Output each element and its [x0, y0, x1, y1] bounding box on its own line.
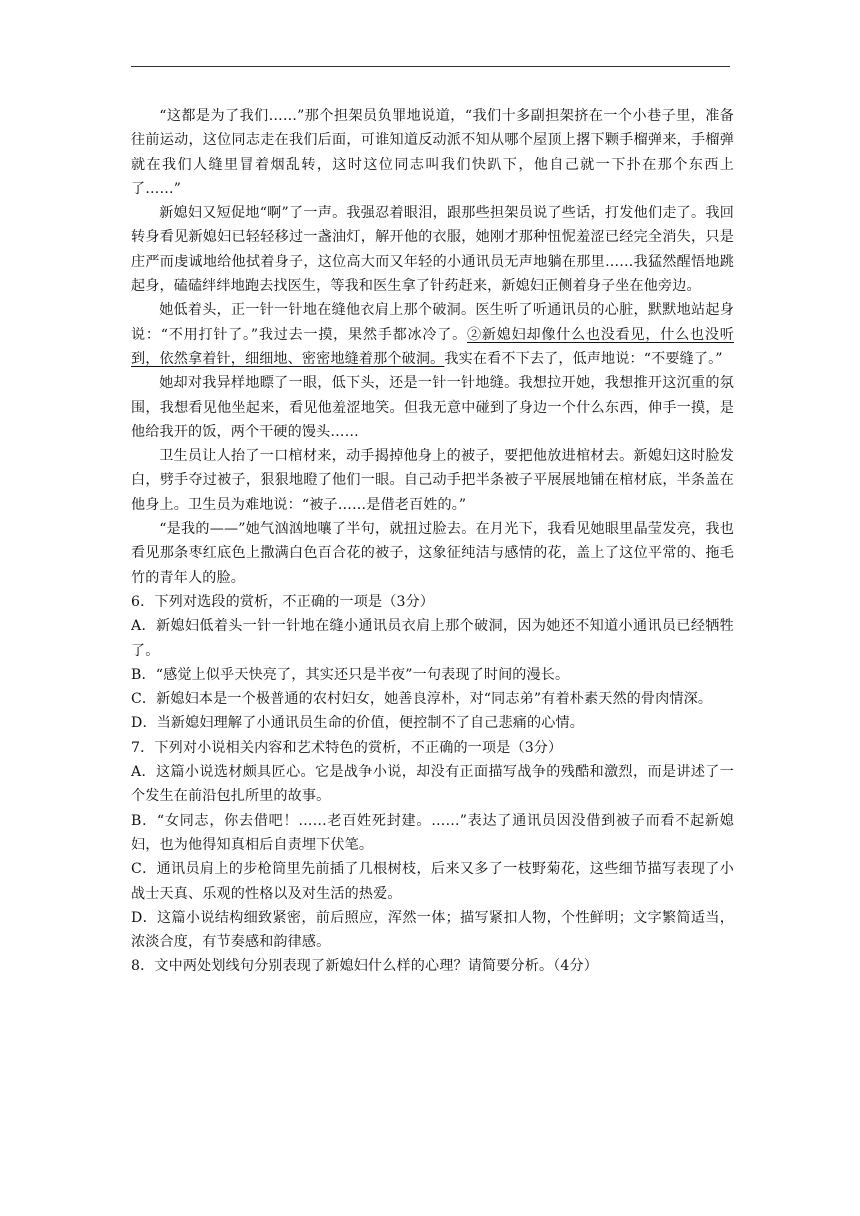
answer-option: C．通讯员肩上的步枪筒里先前插了几根树枝，后来又多了一枝野菊花，这些细节描写表现了小战士天真、乐观的性格以及对生活的热爱。	[131, 861, 734, 902]
answer-option: B．“女同志，你去借吧！……老百姓死封建。……”表达了通讯员因没借到被子而看不起新媳妇，也为他得知真相后自责埋下伏笔。	[131, 812, 734, 853]
answer-option: D．这篇小说结构细致紧密，前后照应，浑然一体；描写紧扣人物，个性鲜明；文字繁简适当，浓淡合度，有节奏感和韵律感。	[131, 909, 734, 951]
question-stem: 7．下列对小说相关内容和艺术特色的赏析，不正确的一项是（3分）	[131, 739, 563, 756]
passage-paragraph: 卫生员让人抬了一口棺材来，动手揭掉他身上的被子，要把他放进棺材去。新媳妇这时脸发白，劈手夺过被子，狠狠地瞪了他们一眼。自己动手把半条被子平展展地铺在棺材底，半条盖在他身上。卫生员为难地说：“被子……是借老百姓的。”	[131, 448, 734, 513]
passage-paragraph: “这都是为了我们……”那个担架员负罪地说道，“我们十多副担架挤在一个小巷子里，准备往前运动，这位同志走在我们后面，可谁知道反动派不知从哪个屋顶上撂下颗手榴弹来，手榴弹就在我们人缝里冒着烟乱转，这时这位同志叫我们快趴下，他自己就一下扑在那个东西上了……”	[131, 108, 734, 197]
question-stem: 6．下列对选段的赏析，不正确的一项是（3分）	[131, 593, 435, 610]
passage-paragraph: 她却对我异样地瞟了一眼，低下头，还是一针一针地缝。我想拉开她，我想推开这沉重的氛围，我想看见他坐起来，看见他羞涩地笑。但我无意中碰到了身边一个什么东西，伸手一摸，是他给我开的饭，两个干硬的馒头……	[131, 375, 734, 440]
passage-paragraph	[131, 298, 734, 371]
answer-option: A．这篇小说选材颇具匠心。它是战争小说，却没有正面描写战争的残酷和激烈，而是讲述了一个发生在前沿包扎所里的故事。	[131, 764, 734, 805]
answer-option: C．新媳妇本是一个极普通的农村妇女，她善良淳朴，对“同志弟”有着朴素天然的骨肉情深。	[131, 691, 713, 708]
passage-text: 我实在看不下去了，低声地说：“不要缝了。”	[444, 350, 723, 367]
answer-option: A．新媳妇低着头一针一针地在缝小通讯员衣肩上那个破洞，因为她还不知道小通讯员已经牺牲了。	[131, 618, 734, 659]
passage-text: 她低着头，正一针一针地在缝他衣肩上那个破洞。医生听了听通讯员的心脏，默默地站起身说：“不用打针了。”我过去一摸，果然手都冰冷了。	[131, 302, 734, 343]
question-stem: 8．文中两处划线句分别表现了新媳妇什么样的心理？请简要分析。（4分）	[131, 958, 598, 975]
passage-paragraph: “是我的——”她气汹汹地嚷了半句，就扭过脸去。在月光下，我看见她眼里晶莹发亮，我也看见那条枣红底色上撒满白色百合花的被子，这象征纯洁与感情的花，盖上了这位平常的、拖毛竹的青年人的脸。	[131, 521, 734, 586]
answer-option: B．“感觉上似乎天快亮了，其实还只是半夜”一句表现了时间的漫长。	[131, 666, 570, 683]
passage-paragraph: 新媳妇又短促地“啊”了一声。我强忍着眼泪，跟那些担架员说了些话，打发他们走了。我回转身看见新媳妇已轻轻移过一盏油灯，解开他的衣服，她刚才那种忸怩羞涩已经完全消失，只是庄严而虔诚地给他拭着身子，这位高大而又年轻的小通讯员无声地躺在那里……我猛然醒悟地跳起身，磕磕绊绊地跑去找医生，等我和医生拿了针药赶来，新媳妇正侧着身子坐在他旁边。	[131, 205, 734, 295]
document-body	[131, 104, 734, 979]
underlined-sentence-2: ②新媳妇却像什么也没看见，什么也没听到，依然拿着针，细细地、密密地缝着那个破洞。	[131, 326, 734, 367]
answer-option: D．当新媳妇理解了小通讯员生命的价值，便控制不了自己悲痛的心情。	[131, 715, 585, 732]
header-rule	[131, 66, 730, 67]
